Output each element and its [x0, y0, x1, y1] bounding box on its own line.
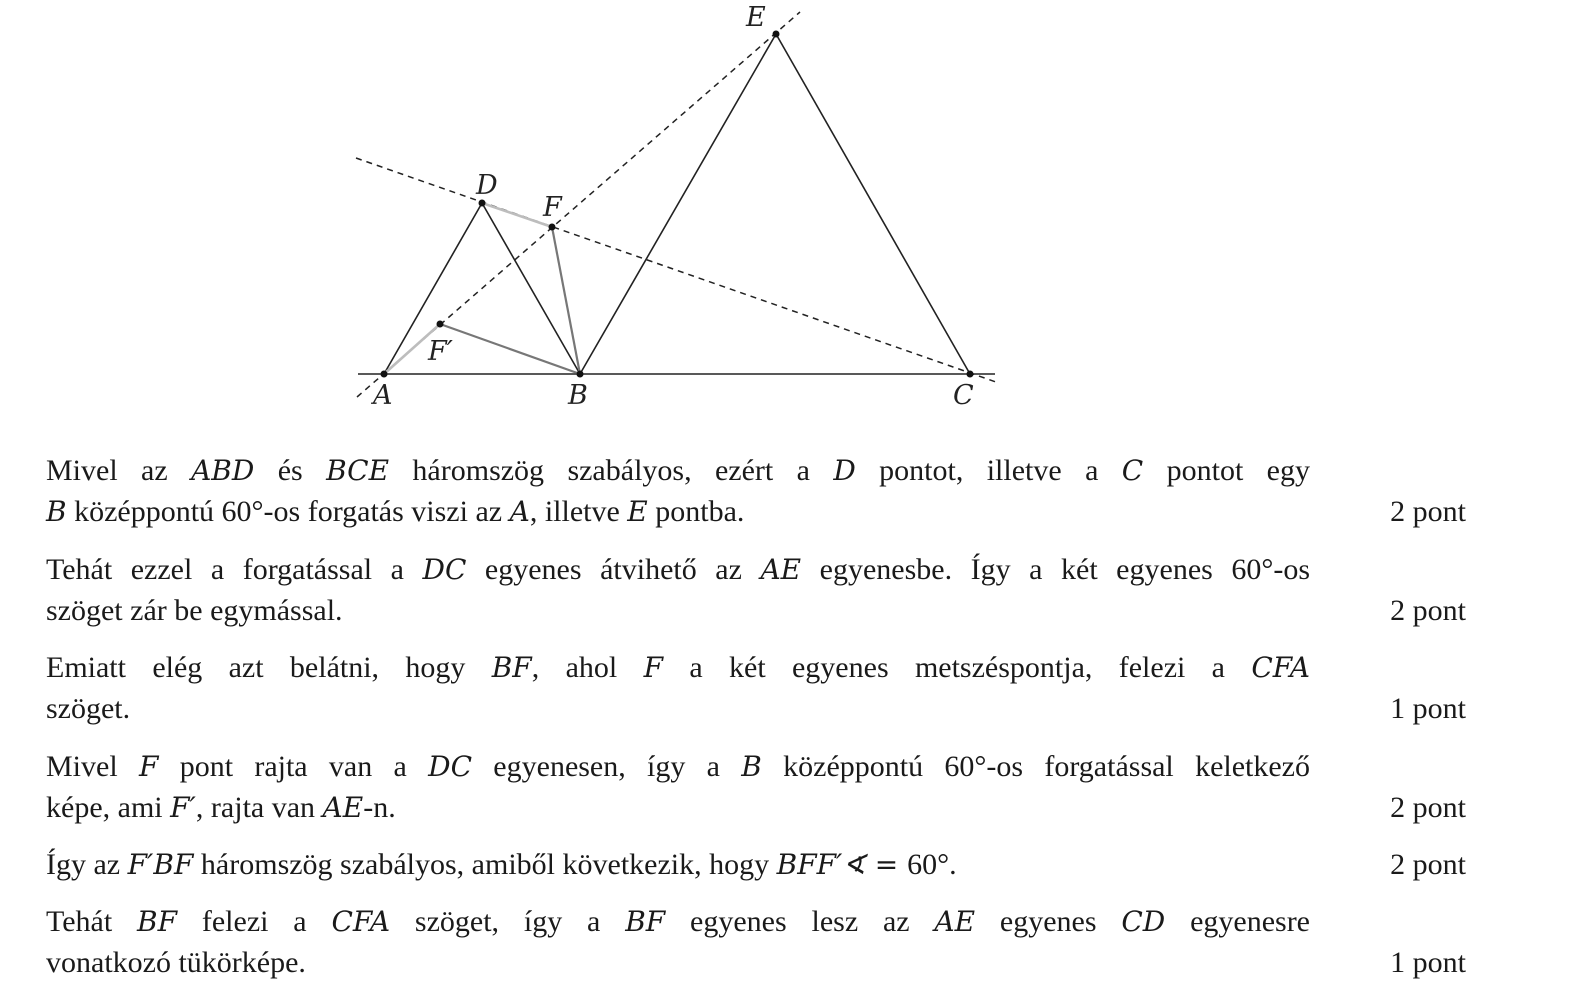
paragraph-5	[46, 844, 1466, 885]
paragraph-line-1	[46, 844, 1466, 885]
text-run: és	[254, 454, 327, 487]
segment-ec	[776, 34, 970, 374]
text-run: Emiatt elég azt belátni, hogy	[46, 651, 492, 684]
paragraph-line-1	[46, 901, 1310, 942]
text-run: , rajta van	[195, 791, 323, 824]
paragraph-4	[46, 746, 1466, 828]
paragraph-1	[46, 450, 1466, 532]
math-symbol: CD	[1121, 905, 1166, 938]
label-c: C	[953, 380, 974, 411]
math-symbol: F′BF	[127, 848, 194, 881]
text-run: egyenes	[975, 905, 1122, 938]
label-f: F	[543, 192, 562, 223]
text-run: a két egyenes metszéspontja, felezi a	[663, 651, 1252, 684]
text-run: Tehát ezzel a forgatással a	[46, 553, 423, 586]
points-label: 2 pont	[1390, 594, 1466, 627]
label-a: A	[373, 380, 393, 411]
math-symbol: A	[509, 495, 530, 528]
point-f	[549, 224, 556, 231]
math-symbol: B	[46, 495, 67, 528]
segment-db	[482, 203, 580, 374]
text-run: szöget.	[46, 692, 131, 725]
paragraph-2	[46, 549, 1466, 631]
text-run: egyenesen, így a	[472, 750, 742, 783]
paragraph-line-2	[46, 491, 1466, 532]
text-run: pontot egy	[1143, 454, 1310, 487]
text-run: szöget, így a	[390, 905, 626, 938]
text-run: Mivel	[46, 750, 139, 783]
paragraph-6	[46, 901, 1466, 983]
segment-f-prime-b-gray	[440, 324, 580, 374]
text-run: vonatkozó tükörképe.	[46, 946, 306, 979]
math-symbol: F′	[170, 791, 196, 824]
point-c	[967, 371, 974, 378]
point-f-prime	[437, 321, 444, 328]
text-run: Így az	[46, 848, 128, 881]
text-run: háromszög szabályos, ezért a	[389, 454, 834, 487]
math-symbol: CFA	[1251, 651, 1310, 684]
paragraph-line-2	[46, 590, 1466, 631]
text-run: pontba.	[647, 495, 745, 528]
math-symbol: AE	[934, 905, 976, 938]
label-b: B	[568, 380, 588, 411]
math-symbol: BF	[491, 651, 532, 684]
math-symbol: F	[138, 750, 159, 783]
math-symbol: CFA	[331, 905, 391, 938]
text-run: képe, ami	[46, 791, 171, 824]
math-symbol: BF	[625, 905, 666, 938]
math-symbol: DC	[428, 750, 473, 783]
text-run: , illetve	[529, 495, 628, 528]
geometry-figure	[0, 0, 1578, 420]
paragraph-line-2	[46, 787, 1466, 828]
segment-bf-gray	[552, 227, 580, 374]
point-e	[773, 31, 780, 38]
text-run: 60°.	[907, 848, 957, 881]
math-symbol: B	[741, 750, 762, 783]
paragraph-line-1	[46, 549, 1310, 590]
points-label: 1 pont	[1390, 692, 1466, 725]
math-symbol: F	[643, 651, 664, 684]
segment-df-light	[482, 203, 552, 227]
paragraph-line-2	[46, 688, 1466, 729]
math-symbol: DC	[422, 553, 467, 586]
math-symbol: BFF′∢ =	[776, 848, 908, 881]
point-a	[381, 371, 388, 378]
segment-be	[580, 34, 776, 374]
paragraph-line-1	[46, 450, 1310, 491]
math-symbol: BCE	[326, 454, 390, 487]
text-run: egyenes átvihető az	[466, 553, 761, 586]
paragraph-3	[46, 647, 1466, 729]
text-run: -n.	[363, 791, 396, 824]
math-symbol: ABD	[191, 454, 255, 487]
math-symbol: D	[833, 454, 856, 487]
math-symbol: C	[1121, 454, 1144, 487]
text-run: háromszög szabályos, amiből következik, hogy	[193, 848, 777, 881]
paragraph-line-1	[46, 746, 1310, 787]
text-run: egyenesre	[1165, 905, 1311, 938]
math-symbol: AE	[760, 553, 802, 586]
text-run: középpontú 60°-os forgatással keletkező	[761, 750, 1310, 783]
points-label: 2 pont	[1390, 791, 1466, 824]
text-run: Tehát	[46, 905, 138, 938]
text-run: , ahol	[531, 651, 644, 684]
text-run: felezi a	[177, 905, 332, 938]
text-run: pontot, illetve a	[855, 454, 1122, 487]
label-f-prime: F′	[428, 336, 453, 367]
text-run: Mivel az	[46, 454, 192, 487]
math-symbol: E	[627, 495, 648, 528]
label-d: D	[476, 170, 498, 201]
text-run: egyenesbe. Így a két egyenes 60°-os	[801, 553, 1311, 586]
label-e: E	[746, 2, 766, 33]
points-label: 1 pont	[1390, 946, 1466, 979]
point-b	[577, 371, 584, 378]
math-symbol: BF	[137, 905, 178, 938]
paragraph-line-1	[46, 647, 1310, 688]
text-run: középpontú 60°-os forgatás viszi az	[66, 495, 510, 528]
text-run: pont rajta van a	[158, 750, 429, 783]
text-run: szöget zár be egymással.	[46, 594, 343, 627]
points-label: 2 pont	[1390, 495, 1466, 528]
paragraph-line-2	[46, 942, 1466, 983]
math-symbol: AE	[322, 791, 364, 824]
text-run: egyenes lesz az	[665, 905, 935, 938]
points-label: 2 pont	[1390, 848, 1466, 881]
